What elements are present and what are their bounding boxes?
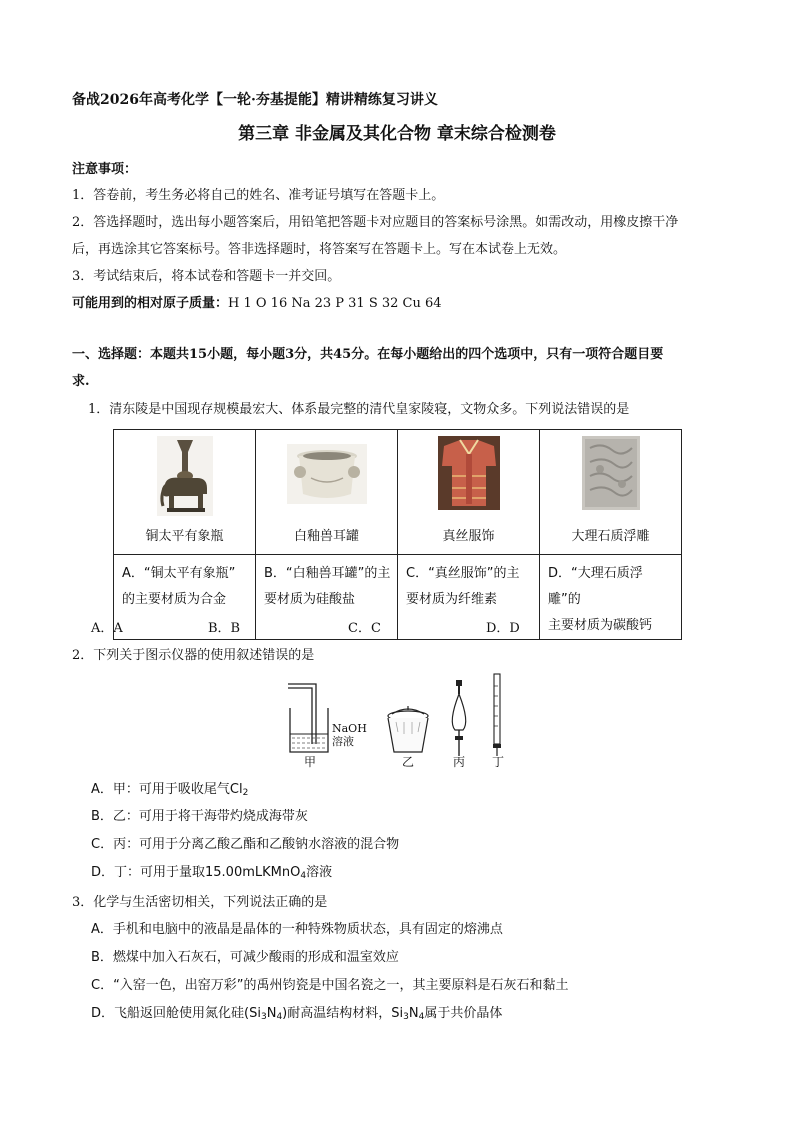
q3-d-formula1-sub4: 4 [276,1012,283,1022]
desc-b-line2: 要材质为硅酸盐 [264,592,356,607]
q1-option-d: D．D [486,621,520,636]
artifact-caption-d: 大理石质浮雕 [571,529,650,544]
q2-d-post: 溶液 [306,865,333,880]
q2-stem: 2．下列关于图示仪器的使用叙述错误的是 [72,648,315,663]
q3-option-c: C．“入窑一色，出窑万彩”的禹州钧瓷是中国名瓷之一，其主要原料是石灰石和黏土 [91,978,569,993]
apparatus-label-ding: 丁 [492,755,505,769]
artifact-cell-a [114,430,256,555]
artifact-caption-c: 真丝服饰 [442,529,495,544]
desc-d-line2: 主要材质为碳酸钙 [548,618,653,633]
q3-d-part1: D．飞船返回舱使用氮化硅 [91,1006,245,1021]
white-glazed-jar-icon [287,444,367,504]
crucible-icon [388,706,428,752]
note-item-1: 1．答卷前，考生务必将自己的姓名、准考证号填写在答题卡上。 [72,188,445,203]
artifact-caption-b: 白釉兽耳罐 [293,529,359,544]
chapter-title: 第三章 非金属及其化合物 章末综合检测卷 [238,124,556,144]
atomic-mass-values: H 1 O 16 Na 23 P 31 S 32 Cu 64 [228,296,442,311]
naoh-label-line2: 溶液 [332,735,354,748]
bronze-elephant-vase-icon [157,436,213,516]
q2-option-c: C．丙：可用于分离乙酸乙酯和乙酸钠水溶液的混合物 [91,837,400,852]
note-item-2-cont: 后，再选涂其它答案标号。答非选择题时，将答案写在答题卡上。写在本试卷上无效。 [72,242,567,257]
separatory-funnel-icon [452,680,465,756]
series-title: 备战2026年高考化学【一轮·夯基提能】精讲精练复习讲义 [72,92,438,108]
q3-option-d: D．飞船返回舱使用氮化硅$(Si_3N_4)$耐高温结构材料，$Si_3N_4$属于共价晶体 [91,1006,503,1022]
atomic-mass-label: 可能用到的相对原子质量： [72,296,229,311]
desc-b-line1: B．“白釉兽耳罐”的主 [264,566,391,581]
q2-option-a [91,780,248,803]
q2-d-text: D．丁：可用于量取15.00mLKMnO [91,865,301,880]
q3-d-formula2-sub3: 3 [403,1012,409,1022]
desc-c-line2: 要材质为纤维素 [406,592,498,607]
q1-artifact-table [113,429,682,640]
q1-option-a: A．A [91,621,123,636]
note-item-2: 2．答选择题时，选出每小题答案后，用铅笔把答题卡对应题目的答案标号涂黑。如需改动，用橡皮擦干净 [72,215,679,230]
desc-d-line1: D．“大理石质浮雕”的 [548,566,643,607]
q2-d-sub: 4 [300,871,307,881]
section1-line1: 一、选择题：本题共15小题，每小题3分，共45分。在每小题给出的四个选项中，只有一项符合题目要 [72,347,664,362]
note-item-3: 3．考试结束后，将本试卷和答题卡一并交回。 [72,269,341,284]
q3-d-formula1-si: Si [249,1006,261,1021]
marble-relief-icon [582,436,640,510]
q3-d-part2: 耐高温结构材料， [287,1006,392,1021]
artifact-cell-c [398,430,540,555]
q3-d-formula1-n: N [266,1006,277,1021]
q2-option-b: B．乙：可用于将干海带灼烧成海带灰 [91,809,308,824]
section1-line2: 求. [72,374,90,389]
notes-heading: 注意事项： [72,162,138,177]
q2-a-text: A．甲：可用于吸收尾气Cl [91,782,243,797]
desc-a-line2: 的主要材质为合金 [122,592,227,607]
apparatus-label-jia: 甲 [304,755,317,769]
q3-option-b: B．燃煤中加入石灰石，可减少酸雨的形成和温室效应 [91,950,399,965]
q3-option-a: A．手机和电脑中的液晶是晶体的一种特殊物质状态，具有固定的熔沸点 [91,922,503,937]
artifact-cell-b [256,430,398,555]
desc-c-line1: C．“真丝服饰”的主 [406,566,520,581]
apparatus-label-bing: 丙 [453,755,466,769]
q2-a-sub: 2 [242,788,249,798]
q3-d-formula1-sub3: 3 [260,1012,267,1022]
q3-d-formula2-n: N [408,1006,419,1021]
apparatus-label-yi: 乙 [402,755,415,769]
desc-a-line1: A．“铜太平有象瓶” [122,566,236,581]
artifact-caption-a: 铜太平有象瓶 [145,529,224,544]
q3-stem: 3．化学与生活密切相关，下列说法正确的是 [72,895,328,910]
q3-d-formula2-si: Si [391,1006,404,1021]
silk-garment-icon [438,436,500,510]
q1-option-b: B．B [208,621,241,636]
burette-icon [493,674,501,756]
naoh-label-line1: NaOH [332,722,367,735]
q2-option-d [91,863,332,886]
artifact-cell-d [540,430,682,555]
beaker-with-tube-icon [288,684,328,752]
q3-d-formula2-sub4: 4 [418,1012,425,1022]
artifact-desc-d [540,555,682,640]
q1-option-c: C．C [348,621,381,636]
naoh-label [332,722,367,748]
q3-d-part3: 属于共价晶体 [424,1006,503,1021]
q1-stem: 1．清东陵是中国现存规模最宏大、体系最完整的清代皇家陵寝，文物众多。下列说法错误的是 [88,402,630,417]
atomic-mass-line [72,294,442,314]
